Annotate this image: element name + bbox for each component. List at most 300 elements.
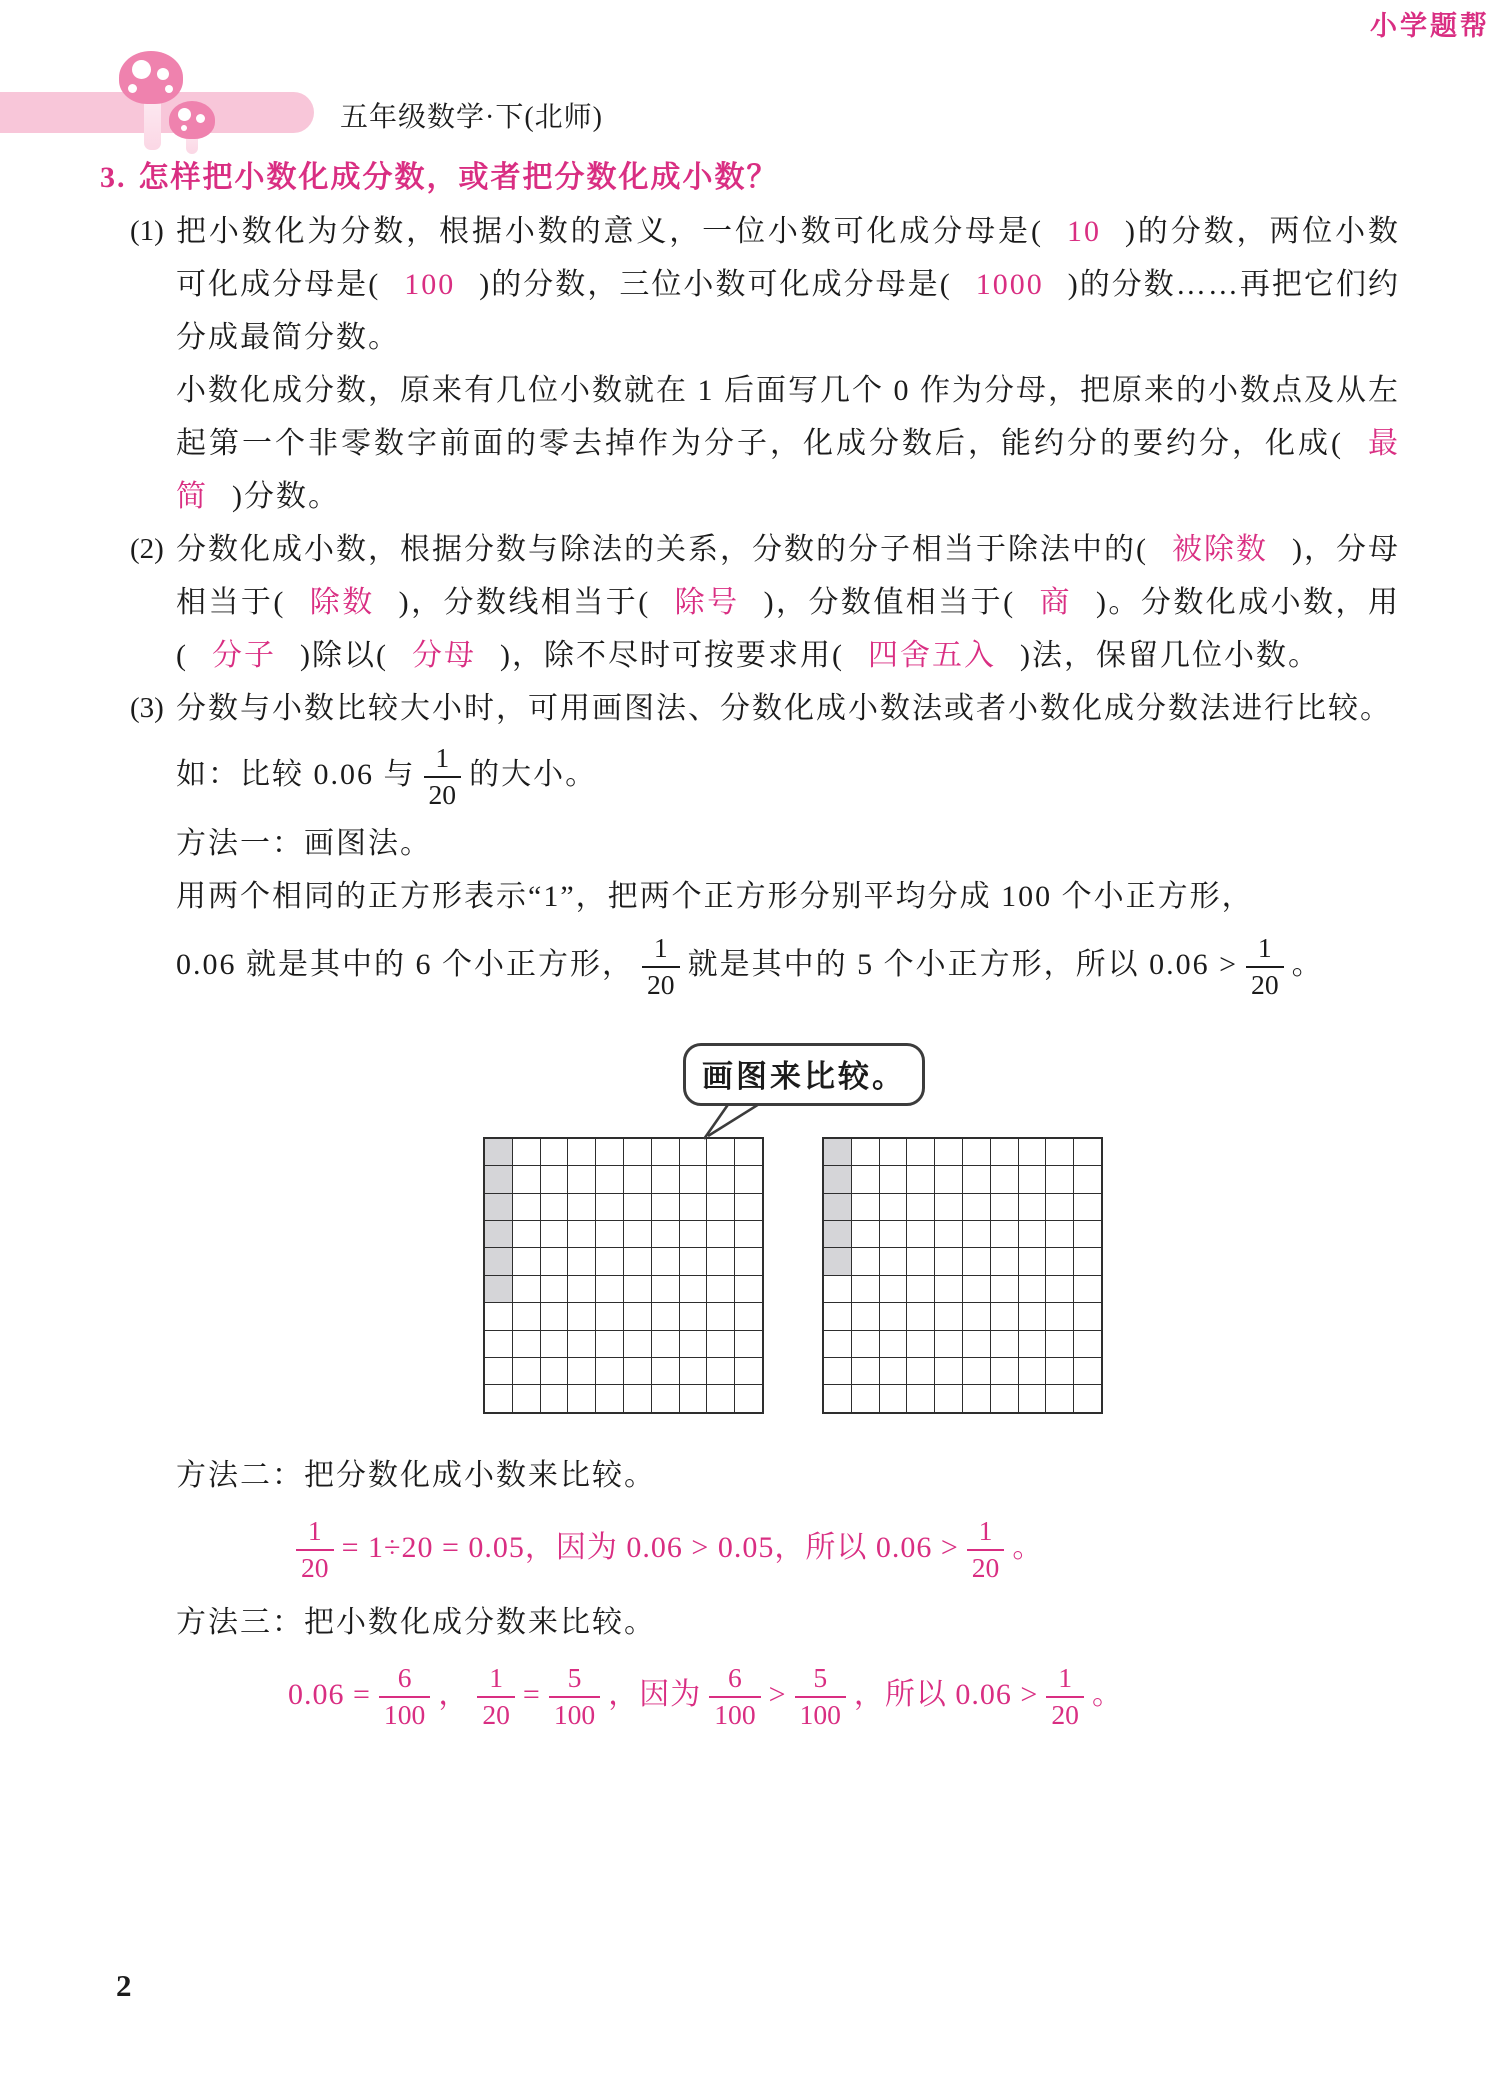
grid-cell <box>485 1276 512 1302</box>
grid-cell <box>568 1358 595 1384</box>
grid-cell <box>680 1194 707 1220</box>
grid-cell <box>991 1221 1018 1247</box>
grid-cell <box>824 1385 851 1411</box>
grid-cell <box>652 1166 679 1192</box>
grid-cell <box>824 1194 851 1220</box>
grid-cell <box>680 1303 707 1329</box>
paragraph <box>176 523 1400 682</box>
item-marker: (1) <box>130 215 164 247</box>
grid-cell <box>596 1139 623 1165</box>
grid-cell <box>485 1166 512 1192</box>
grid-cell <box>568 1331 595 1357</box>
text-run: )，分母相当于( <box>176 533 1400 619</box>
text-run: )。分数化成小数，用( <box>176 586 1400 672</box>
grid-cell <box>652 1331 679 1357</box>
method1-label: 方法一：画图法。 <box>176 826 432 860</box>
method3-label: 方法三：把小数化成分数来比较。 <box>176 1605 656 1639</box>
grid-cell <box>935 1276 962 1302</box>
grid-cell <box>541 1139 568 1165</box>
grid-cell <box>624 1385 651 1411</box>
fraction-numerator: 5 <box>795 1663 846 1698</box>
text-run: )，分数线相当于( <box>398 586 651 619</box>
grid-cell <box>963 1139 990 1165</box>
grid-cell <box>624 1276 651 1302</box>
answer-blank: 1000 <box>975 268 1044 301</box>
grid-cell <box>935 1248 962 1274</box>
grid-cell <box>991 1385 1018 1411</box>
item-2 <box>100 523 1400 682</box>
grid-cell <box>568 1248 595 1274</box>
grid-cell <box>1074 1139 1101 1165</box>
grid-cell <box>735 1248 762 1274</box>
fraction <box>296 1516 334 1584</box>
grid-cell <box>735 1303 762 1329</box>
answer-blank: 最简 <box>176 427 1400 513</box>
grid-cell <box>963 1385 990 1411</box>
grid-cell <box>568 1166 595 1192</box>
text-run: 把小数化为分数，根据小数的意义，一位小数可化成分母是( <box>176 215 1043 248</box>
grid-cell <box>1074 1166 1101 1192</box>
grid-cell <box>907 1221 934 1247</box>
grid-cell <box>485 1303 512 1329</box>
text-run: )，分数值相当于( <box>763 586 1016 619</box>
page-number: 2 <box>116 1968 132 2003</box>
grid-cell <box>1019 1139 1046 1165</box>
grid-cell <box>596 1166 623 1192</box>
grid-cell <box>568 1139 595 1165</box>
grid-cell <box>1046 1276 1073 1302</box>
answer-blank: 100 <box>404 268 456 301</box>
grid-cell <box>963 1221 990 1247</box>
grid-cell <box>735 1331 762 1357</box>
example-line <box>100 743 1400 811</box>
grid-cell <box>852 1331 879 1357</box>
grid-cell <box>680 1385 707 1411</box>
text-run: 。 <box>1012 1530 1044 1564</box>
grid-cell <box>707 1358 734 1384</box>
text-run: )除以( <box>300 639 388 672</box>
grid-cell <box>824 1358 851 1384</box>
grid-cell <box>1046 1358 1073 1384</box>
grid-cell <box>541 1303 568 1329</box>
text-run: 如：比较 0.06 与 <box>176 757 416 791</box>
grid-cell <box>824 1331 851 1357</box>
grid-cell <box>541 1385 568 1411</box>
grid-cell <box>652 1248 679 1274</box>
grid-cell <box>485 1221 512 1247</box>
fraction-numerator: 6 <box>379 1663 430 1698</box>
grid-cell <box>568 1303 595 1329</box>
text-run: 。 <box>1291 947 1324 981</box>
grid-cell <box>596 1194 623 1220</box>
grid-cell <box>513 1331 540 1357</box>
grid-cell <box>513 1358 540 1384</box>
grid-cell <box>963 1166 990 1192</box>
answer-blank: 被除数 <box>1172 533 1268 566</box>
fraction-numerator: 1 <box>1046 1663 1084 1698</box>
paragraph: 分数与小数比较大小时，可用画图法、分数化成小数法或者小数化成分数法进行比较。 <box>176 692 1392 725</box>
grid-cell <box>541 1358 568 1384</box>
grid-cell <box>707 1331 734 1357</box>
grid-cell <box>907 1276 934 1302</box>
grid-cell <box>680 1139 707 1165</box>
fraction <box>1046 1663 1084 1731</box>
grid-cell <box>852 1385 879 1411</box>
grid-cell <box>541 1276 568 1302</box>
paragraph <box>176 364 1400 523</box>
grid-cell <box>541 1221 568 1247</box>
grid-cell <box>963 1276 990 1302</box>
grid-cell <box>991 1276 1018 1302</box>
grid-cell <box>513 1248 540 1274</box>
answer-blank: 分子 <box>212 639 276 672</box>
fraction <box>1246 933 1284 1001</box>
grid-cell <box>1046 1221 1073 1247</box>
method1-paragraph <box>100 933 1400 1001</box>
answer-blank: 四舍五入 <box>867 639 996 672</box>
grid-cell <box>880 1166 907 1192</box>
grid-cell <box>707 1221 734 1247</box>
grid-cell <box>1019 1221 1046 1247</box>
grid-cell <box>880 1385 907 1411</box>
grid-cell <box>852 1248 879 1274</box>
fraction-denominator: 20 <box>1251 968 1279 1000</box>
fraction-denominator: 20 <box>1051 1698 1079 1730</box>
item-1 <box>100 205 1400 523</box>
hundred-grid-right <box>822 1137 1103 1414</box>
grid-cell <box>852 1303 879 1329</box>
fraction-numerator: 6 <box>709 1663 760 1698</box>
grid-cell <box>680 1358 707 1384</box>
grid-cell <box>1046 1385 1073 1411</box>
grid-cell <box>1019 1385 1046 1411</box>
grid-cell <box>485 1358 512 1384</box>
grid-cell <box>596 1248 623 1274</box>
grid-cell <box>568 1385 595 1411</box>
text-run: ， <box>438 1677 470 1711</box>
grid-cell <box>824 1276 851 1302</box>
fraction <box>379 1663 430 1731</box>
grid-cell <box>880 1358 907 1384</box>
grid-cell <box>991 1331 1018 1357</box>
text-run: = <box>522 1677 541 1711</box>
grid-cell <box>596 1221 623 1247</box>
grid-cell <box>680 1331 707 1357</box>
fraction-numerator: 1 <box>967 1516 1005 1551</box>
fraction <box>477 1663 515 1731</box>
text-run: 分数化成小数，根据分数与除法的关系，分数的分子相当于除法中的( <box>176 533 1148 566</box>
grid-cell <box>907 1166 934 1192</box>
fraction-denominator: 100 <box>799 1698 841 1730</box>
fraction-numerator: 1 <box>424 743 462 778</box>
fraction-denominator: 20 <box>482 1698 510 1730</box>
fraction <box>424 743 462 811</box>
question-title-text: 怎样把小数化成分数，或者把分数化成小数？ <box>138 161 779 194</box>
grid-cell <box>907 1331 934 1357</box>
text-run: 0.06 = <box>288 1677 371 1711</box>
text-run: 的大小。 <box>469 757 598 791</box>
grid-cell <box>1019 1358 1046 1384</box>
grid-cell <box>824 1221 851 1247</box>
text-run: )的分数……再把它们约分成最简分数。 <box>176 268 1400 354</box>
grid-cell <box>624 1358 651 1384</box>
grid-cell <box>880 1221 907 1247</box>
grid-cell <box>513 1166 540 1192</box>
grid-cell <box>568 1194 595 1220</box>
item-3 <box>100 682 1400 735</box>
grid-cell <box>991 1248 1018 1274</box>
grid-cell <box>596 1358 623 1384</box>
text-run: ，所以 0.06 > <box>853 1677 1039 1711</box>
fraction-numerator: 1 <box>1246 933 1284 968</box>
grid-cell <box>1074 1385 1101 1411</box>
grid-cell <box>935 1303 962 1329</box>
grid-cell <box>880 1248 907 1274</box>
method2-label: 方法二：把分数化成小数来比较。 <box>176 1458 656 1492</box>
text-run: 就是其中的 5 个小正方形，所以 0.06 > <box>687 947 1239 981</box>
grid-cell <box>624 1221 651 1247</box>
grid-cell <box>680 1276 707 1302</box>
grid-cell <box>541 1194 568 1220</box>
grid-cell <box>596 1385 623 1411</box>
method2-formula <box>100 1516 1400 1584</box>
grid-cell <box>1019 1331 1046 1357</box>
grid-cell <box>735 1358 762 1384</box>
grid-cell <box>935 1385 962 1411</box>
grid-cell <box>1019 1276 1046 1302</box>
grid-cell <box>1074 1194 1101 1220</box>
answer-blank: 除数 <box>309 586 375 619</box>
fraction <box>642 933 680 1001</box>
hundred-grid-left <box>483 1137 764 1414</box>
grid-cell <box>707 1248 734 1274</box>
grid-cell <box>963 1331 990 1357</box>
grid-cell <box>907 1139 934 1165</box>
grid-cell <box>907 1194 934 1220</box>
grid-cell <box>735 1221 762 1247</box>
grid-cell <box>652 1139 679 1165</box>
grid-cell <box>485 1331 512 1357</box>
fraction <box>709 1663 760 1731</box>
grid-cell <box>852 1221 879 1247</box>
grid-cell <box>735 1194 762 1220</box>
grid-cell <box>963 1358 990 1384</box>
grid-cell <box>680 1221 707 1247</box>
text-run: )分数。 <box>232 480 340 513</box>
answer-blank: 商 <box>1039 586 1072 619</box>
fraction-numerator: 5 <box>549 1663 600 1698</box>
main-content <box>100 150 1400 1735</box>
grid-cell <box>852 1139 879 1165</box>
grid-cell <box>1046 1303 1073 1329</box>
grid-cell <box>880 1194 907 1220</box>
grid-cell <box>963 1303 990 1329</box>
grid-cell <box>513 1139 540 1165</box>
grid-cell <box>652 1194 679 1220</box>
fraction-denominator: 100 <box>553 1698 596 1730</box>
fraction-denominator: 20 <box>647 968 675 1000</box>
grid-cell <box>735 1139 762 1165</box>
text-run: ，因为 <box>608 1677 702 1711</box>
grid-cell <box>991 1194 1018 1220</box>
grid-cell <box>680 1248 707 1274</box>
grid-cell <box>1019 1194 1046 1220</box>
grid-cell <box>707 1194 734 1220</box>
grid-cell <box>596 1276 623 1302</box>
grid-cell <box>1074 1276 1101 1302</box>
grid-cell <box>963 1248 990 1274</box>
grid-cell <box>735 1166 762 1192</box>
grid-cell <box>1046 1194 1073 1220</box>
grid-cell <box>707 1166 734 1192</box>
grid-cell <box>852 1194 879 1220</box>
grid-cell <box>852 1166 879 1192</box>
item-marker: (3) <box>130 692 164 724</box>
grid-cell <box>824 1303 851 1329</box>
grid-cell <box>680 1166 707 1192</box>
grid-cell <box>1074 1248 1101 1274</box>
grid-cell <box>541 1248 568 1274</box>
text-run: )的分数，两位小数可化成分母是( <box>176 215 1400 301</box>
answer-blank: 10 <box>1066 215 1101 248</box>
grid-cell <box>1019 1303 1046 1329</box>
grid-cell <box>652 1303 679 1329</box>
grid-cell <box>880 1139 907 1165</box>
item-marker: (2) <box>130 533 164 565</box>
grid-cell <box>1046 1139 1073 1165</box>
grid-cell <box>624 1248 651 1274</box>
grid-cell <box>1074 1331 1101 1357</box>
grid-cell <box>624 1166 651 1192</box>
fraction <box>549 1663 600 1731</box>
grid-cell <box>596 1331 623 1357</box>
grid-cell <box>907 1358 934 1384</box>
subject-label: 五年级数学·下(北师) <box>340 102 603 133</box>
text-run: 0.06 就是其中的 6 个小正方形， <box>176 947 634 981</box>
text-run: )法，保留几位小数。 <box>1019 639 1320 672</box>
grid-cell <box>1046 1166 1073 1192</box>
fraction-denominator: 20 <box>428 778 457 810</box>
grid-cell <box>935 1139 962 1165</box>
grid-cell <box>485 1248 512 1274</box>
grid-cell <box>652 1385 679 1411</box>
question-number: 3. <box>100 161 127 194</box>
text-run: = 1÷20 = 0.05，因为 0.06 > 0.05，所以 0.06 > <box>341 1530 959 1564</box>
grid-cell <box>485 1385 512 1411</box>
grid-cell <box>513 1303 540 1329</box>
grid-cell <box>991 1358 1018 1384</box>
fraction-numerator: 1 <box>642 933 680 968</box>
grid-cell <box>824 1139 851 1165</box>
text-run: )，除不尽时可按要求用( <box>499 639 844 672</box>
fraction-numerator: 1 <box>296 1516 334 1551</box>
grid-cell <box>907 1248 934 1274</box>
fraction <box>795 1663 846 1731</box>
grid-cell <box>624 1303 651 1329</box>
grid-cell <box>1074 1358 1101 1384</box>
grid-cell <box>568 1221 595 1247</box>
grid-cell <box>991 1139 1018 1165</box>
grid-cell <box>735 1276 762 1302</box>
fraction-numerator: 1 <box>477 1663 515 1698</box>
mushroom-stem <box>144 96 161 150</box>
grid-cell <box>963 1194 990 1220</box>
grid-cell <box>907 1385 934 1411</box>
grid-cell <box>707 1139 734 1165</box>
grid-cell <box>1074 1303 1101 1329</box>
brand-label: 小学题帮 <box>1370 11 1490 41</box>
grid-cell <box>652 1358 679 1384</box>
hundred-grids <box>483 1137 1103 1414</box>
grid-cell <box>624 1139 651 1165</box>
grid-cell <box>485 1139 512 1165</box>
grid-cell <box>513 1276 540 1302</box>
method3-formula <box>100 1663 1400 1731</box>
grid-cell <box>707 1385 734 1411</box>
paragraph <box>176 205 1400 364</box>
grid-cell <box>541 1166 568 1192</box>
text-run: > <box>768 1677 787 1711</box>
grid-cell <box>852 1276 879 1302</box>
grid-cell <box>935 1166 962 1192</box>
grid-cell <box>1019 1248 1046 1274</box>
grid-cell <box>1019 1166 1046 1192</box>
grid-cell <box>991 1303 1018 1329</box>
grid-cell <box>907 1303 934 1329</box>
fraction <box>967 1516 1005 1584</box>
grid-cell <box>935 1221 962 1247</box>
grid-cell <box>513 1221 540 1247</box>
grid-cell <box>568 1276 595 1302</box>
grid-cell <box>1046 1331 1073 1357</box>
comparison-figure <box>100 1041 1400 1423</box>
grid-cell <box>541 1331 568 1357</box>
text-run: 小数化成分数，原来有几位小数就在 1 后面写几个 0 作为分母，把原来的小数点及从左起第一个非零数字前面的零去掉作为分子，化成分数后，能约分的要约分，化成( <box>176 374 1400 460</box>
grid-cell <box>880 1303 907 1329</box>
answer-blank: 除号 <box>674 586 740 619</box>
fraction-denominator: 20 <box>301 1551 329 1583</box>
speech-bubble: 画图来比较。 <box>683 1043 925 1106</box>
fraction-denominator: 20 <box>971 1551 1000 1583</box>
grid-cell <box>824 1166 851 1192</box>
grid-cell <box>624 1331 651 1357</box>
grid-cell <box>1046 1248 1073 1274</box>
grid-cell <box>652 1276 679 1302</box>
question-title <box>100 150 1400 205</box>
grid-cell <box>880 1276 907 1302</box>
grid-cell <box>735 1385 762 1411</box>
grid-cell <box>880 1331 907 1357</box>
grid-cell <box>824 1248 851 1274</box>
grid-cell <box>991 1166 1018 1192</box>
grid-cell <box>707 1303 734 1329</box>
mushroom-cap <box>169 101 215 139</box>
grid-cell <box>513 1385 540 1411</box>
text-run: )的分数，三位小数可化成分母是( <box>479 268 952 301</box>
grid-cell <box>652 1221 679 1247</box>
grid-cell <box>935 1358 962 1384</box>
grid-cell <box>935 1194 962 1220</box>
grid-cell <box>624 1194 651 1220</box>
mushroom-cap <box>119 51 183 104</box>
grid-cell <box>852 1358 879 1384</box>
answer-blank: 分母 <box>411 639 476 672</box>
fraction-denominator: 100 <box>714 1698 756 1730</box>
grid-cell <box>513 1194 540 1220</box>
fraction-denominator: 100 <box>383 1698 426 1730</box>
grid-cell <box>485 1194 512 1220</box>
text-run: 。 <box>1091 1677 1123 1711</box>
